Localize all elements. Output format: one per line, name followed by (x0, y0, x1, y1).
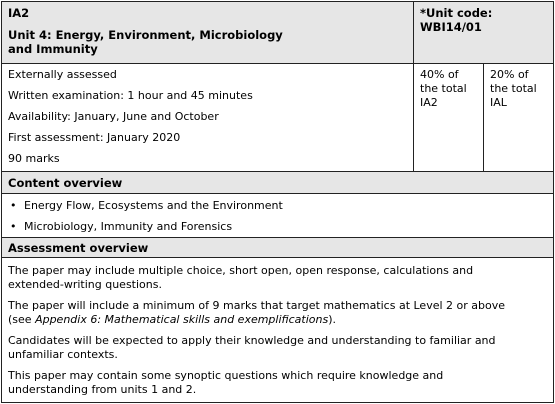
unit-title-line1: Unit 4: Energy, Environment, Microbiology (8, 28, 283, 42)
para2-prefix: (see (8, 313, 36, 326)
total-marks: 90 marks (8, 152, 60, 165)
content-overview-heading-row (2, 172, 553, 194)
unit-code: WBI14/01 (420, 20, 482, 34)
first-assessment: First assessment: January 2020 (8, 131, 181, 144)
para4-line2: understanding from units 1 and 2. (8, 383, 197, 396)
divider (483, 64, 484, 171)
weight-ia2-line1: 40% of (420, 68, 459, 81)
content-overview-list (2, 194, 553, 238)
exam-duration: Written examination: 1 hour and 45 minutes (8, 89, 253, 102)
para1-line1: The paper may include multiple choice, short open, open response, calculations and (8, 264, 474, 277)
appendix-reference: Appendix 6: Mathematical skills and exemplifications (35, 313, 329, 326)
qualification-label: IA2 (8, 6, 30, 20)
para2-line1: The paper will include a minimum of 9 marks that target mathematics at Level 2 or above (8, 299, 506, 312)
bullet-icon: • (10, 199, 17, 212)
assessment-type: Externally assessed (8, 68, 117, 81)
content-item: Microbiology, Immunity and Forensics (24, 220, 233, 233)
para2-line2 (8, 313, 336, 327)
weight-ial-line1: 20% of (490, 68, 529, 81)
weight-ial-line3: IAL (490, 96, 507, 109)
para4-line1: This paper may contain some synoptic questions which require knowledge and (8, 369, 444, 382)
para3-line2: unfamiliar contexts. (8, 348, 118, 361)
weight-ial-line2: the total (490, 82, 537, 95)
assessment-overview-heading-row (2, 238, 553, 258)
assessment-info-row (2, 64, 553, 172)
assessment-overview-heading: Assessment overview (8, 241, 149, 255)
bullet-icon: • (10, 220, 17, 233)
assessment-overview-body (2, 258, 553, 402)
para3-line1: Candidates will be expected to apply their knowledge and understanding to familiar and (8, 334, 496, 347)
header-row (2, 2, 553, 64)
content-item: Energy Flow, Ecosystems and the Environment (24, 199, 283, 212)
weight-ia2-line3: IA2 (420, 96, 438, 109)
para2-suffix: ). (328, 313, 337, 326)
divider (413, 2, 414, 63)
weight-ia2-line2: the total (420, 82, 467, 95)
availability: Availability: January, June and October (8, 110, 219, 123)
divider (413, 64, 414, 171)
content-overview-heading: Content overview (8, 176, 123, 190)
para1-line2: extended-writing questions. (8, 278, 162, 291)
unit-spec-table (1, 1, 554, 403)
unit-code-label: *Unit code: (420, 6, 493, 20)
unit-title-line2: and Immunity (8, 42, 98, 56)
